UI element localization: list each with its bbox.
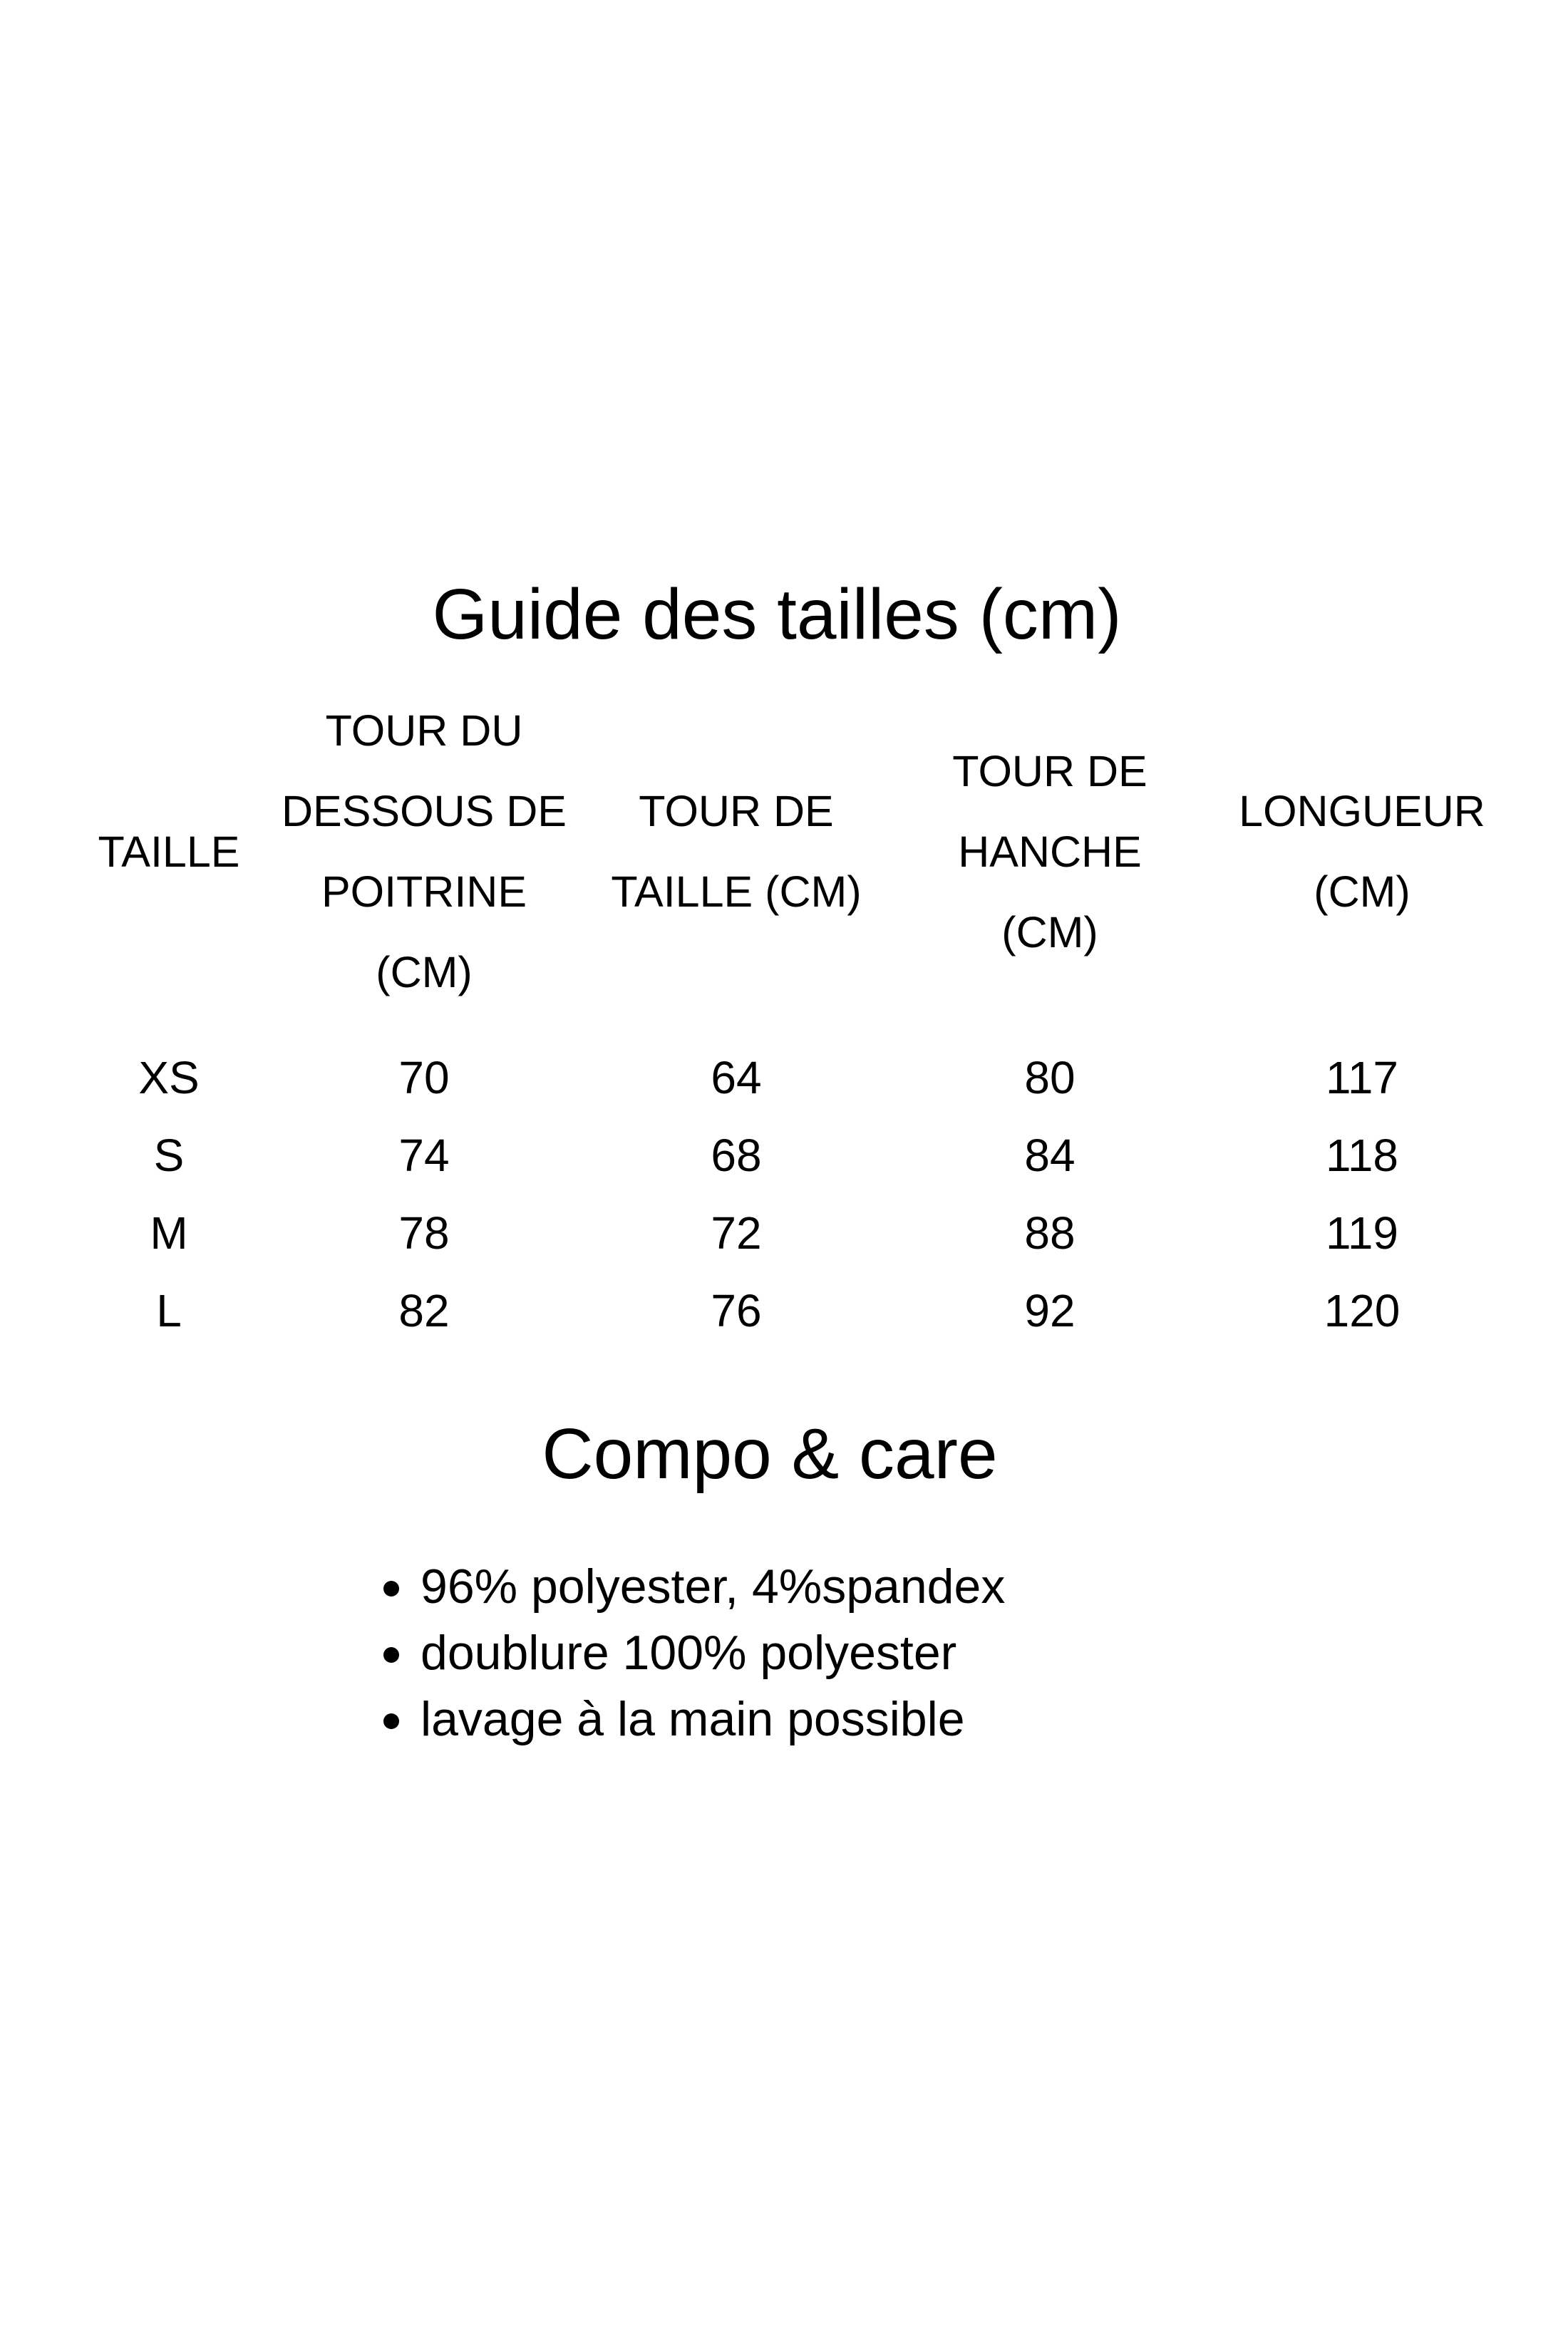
table-cell: 78 [398,1207,450,1259]
bullet-icon [383,1581,399,1597]
list-item-text: 96% polyester, 4%spandex [421,1559,1006,1614]
bullet-icon [383,1713,399,1729]
table-cell: 74 [398,1130,450,1181]
list-item-text: lavage à la main possible [421,1692,965,1746]
header-length [1205,706,1519,998]
table-cell: 64 [711,1052,762,1103]
list-item [378,1554,1005,1620]
table-cell: 82 [398,1285,450,1336]
table-cell: 84 [1024,1130,1076,1181]
header-line: (CM) [376,948,473,996]
header-line: (CM) [1314,867,1410,916]
table-cell: 80 [1024,1052,1076,1103]
header-line: POITRINE [321,867,527,916]
table-cell: 117 [1325,1052,1399,1103]
header-underbust [267,706,581,998]
size-guide-title: Guide des tailles (cm) [432,574,1122,654]
header-line: DESSOUS DE [282,787,567,835]
compo-title: Compo & care [542,1414,998,1494]
table-cell: 118 [1325,1130,1399,1181]
table-cell: 88 [1024,1207,1076,1259]
table-cell: 92 [1024,1285,1076,1336]
list-item [378,1620,1005,1686]
table-cell: 70 [398,1052,450,1103]
header-line: HANCHE [958,827,1142,876]
table-cell: XS [138,1052,200,1103]
header-line: TOUR DE [952,746,1147,795]
underbust-column [267,1039,581,1350]
bullet-icon [383,1647,399,1663]
list-item-text: doublure 100% polyester [421,1626,957,1680]
list-item [378,1686,1005,1753]
table-cell: 76 [711,1285,762,1336]
waist-column [579,1039,893,1350]
table-cell: 120 [1324,1285,1401,1336]
header-line: (CM) [1001,907,1098,956]
table-cell: M [150,1207,188,1259]
table-cell: L [156,1285,182,1336]
header-line: LONGUEUR [1239,787,1485,835]
table-cell: 68 [711,1130,762,1181]
header-line: TAILLE [98,827,240,876]
table-cell: S [153,1130,185,1181]
table-cell: 119 [1325,1207,1399,1259]
header-waist [579,706,893,998]
compo-list [378,1554,1005,1753]
length-column [1205,1039,1519,1350]
table-cell: 72 [711,1207,762,1259]
header-line: TAILLE (CM) [611,867,862,916]
hip-column [893,1039,1207,1350]
header-line: TOUR DU [325,706,523,755]
header-hip [893,706,1207,998]
header-line: TOUR DE [639,787,834,835]
